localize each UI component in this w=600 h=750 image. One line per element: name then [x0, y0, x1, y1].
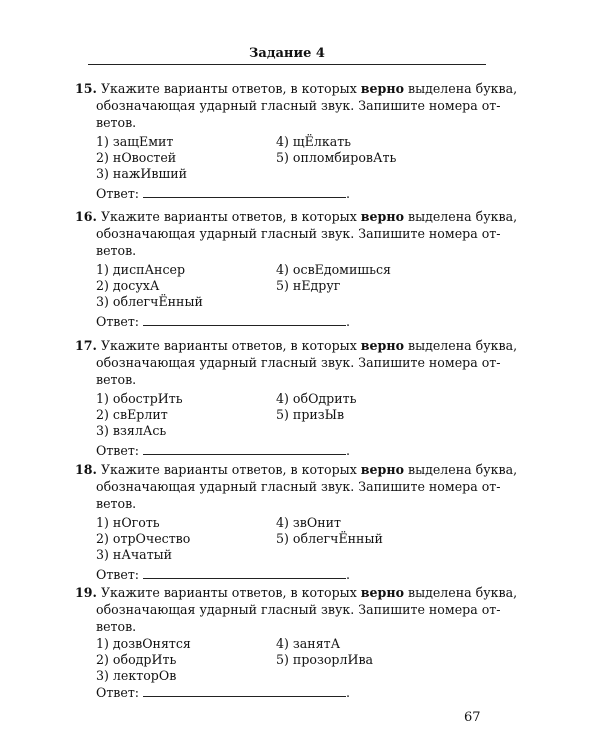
- emphasis-word: верно: [360, 209, 404, 224]
- task-number: 15.: [75, 81, 97, 96]
- question-line-3: ветов.: [96, 243, 137, 258]
- option-4: 4) звОнит: [276, 515, 341, 530]
- answer-label: Ответ:: [96, 186, 140, 201]
- option-1: 1) дозвОнятся: [96, 636, 191, 651]
- emphasis-word: верно: [360, 585, 404, 600]
- answer-label: Ответ:: [96, 314, 140, 329]
- answer-line[interactable]: [143, 186, 346, 198]
- page-title: Задание 4: [249, 46, 325, 61]
- option-1: 1) обострИть: [96, 391, 183, 406]
- answer-field[interactable]: Ответ: .: [96, 314, 351, 329]
- question-line-2: обозначающая ударный гласный звук. Запишите номера от-: [96, 226, 501, 241]
- task-number: 19.: [75, 585, 97, 600]
- question-line-1: 19. Укажите варианты ответов, в которых верно выделена буква,: [75, 585, 518, 600]
- option-4: 4) занятА: [276, 636, 341, 651]
- question-line-2: обозначающая ударный гласный звук. Запишите номера от-: [96, 355, 501, 370]
- option-5: 5) опломбировАть: [276, 150, 397, 165]
- option-1: 1) защЕмит: [96, 134, 174, 149]
- option-3: 3) нАчатый: [96, 547, 173, 562]
- task-number: 17.: [75, 338, 97, 353]
- question-line-1: 18. Укажите варианты ответов, в которых верно выделена буква,: [75, 462, 518, 477]
- option-2: 2) свЕрлит: [96, 407, 168, 422]
- question-line-2: обозначающая ударный гласный звук. Запишите номера от-: [96, 98, 501, 113]
- option-1: 1) диспАнсер: [96, 262, 186, 277]
- page-number: 67: [464, 710, 481, 725]
- option-2: 2) отрОчество: [96, 531, 191, 546]
- emphasis-word: верно: [360, 338, 404, 353]
- question-line-3: ветов.: [96, 496, 137, 511]
- option-1: 1) нОготь: [96, 515, 160, 530]
- option-5: 5) прозорлИва: [276, 652, 374, 667]
- question-line-1: 17. Укажите варианты ответов, в которых верно выделена буква,: [75, 338, 518, 353]
- page-header: [88, 42, 486, 65]
- answer-field[interactable]: Ответ: .: [96, 186, 351, 201]
- emphasis-word: верно: [360, 81, 404, 96]
- answer-field[interactable]: Ответ: .: [96, 567, 351, 582]
- answer-label: Ответ:: [96, 443, 140, 458]
- option-2: 2) досухА: [96, 278, 160, 293]
- answer-line[interactable]: [143, 567, 346, 579]
- option-5: 5) нЕдруг: [276, 278, 341, 293]
- answer-line[interactable]: [143, 685, 346, 697]
- question-line-2: обозначающая ударный гласный звук. Запишите номера от-: [96, 602, 501, 617]
- question-line-3: ветов.: [96, 115, 137, 130]
- answer-label: Ответ:: [96, 567, 140, 582]
- option-3: 3) нажИвший: [96, 166, 187, 181]
- option-3: 3) взялАсь: [96, 423, 167, 438]
- task-number: 16.: [75, 209, 97, 224]
- option-3: 3) лекторОв: [96, 668, 177, 683]
- answer-label: Ответ:: [96, 685, 140, 700]
- answer-field[interactable]: Ответ: .: [96, 443, 351, 458]
- question-line-1: 16. Укажите варианты ответов, в которых верно выделена буква,: [75, 209, 518, 224]
- question-line-1: 15. Укажите варианты ответов, в которых верно выделена буква,: [75, 81, 518, 96]
- option-4: 4) освЕдомишься: [276, 262, 391, 277]
- question-line-3: ветов.: [96, 372, 137, 387]
- answer-line[interactable]: [143, 314, 346, 326]
- option-4: 4) обОдрить: [276, 391, 357, 406]
- task-number: 18.: [75, 462, 97, 477]
- option-4: 4) щЁлкать: [276, 134, 352, 149]
- answer-line[interactable]: [143, 443, 346, 455]
- emphasis-word: верно: [360, 462, 404, 477]
- question-line-2: обозначающая ударный гласный звук. Запишите номера от-: [96, 479, 501, 494]
- option-2: 2) нОвостей: [96, 150, 177, 165]
- option-5: 5) призЫв: [276, 407, 345, 422]
- option-3: 3) облегчЁнный: [96, 294, 203, 309]
- question-line-3: ветов.: [96, 619, 137, 634]
- answer-field[interactable]: Ответ: .: [96, 685, 351, 700]
- option-5: 5) облегчЁнный: [276, 531, 383, 546]
- option-2: 2) ободрИть: [96, 652, 177, 667]
